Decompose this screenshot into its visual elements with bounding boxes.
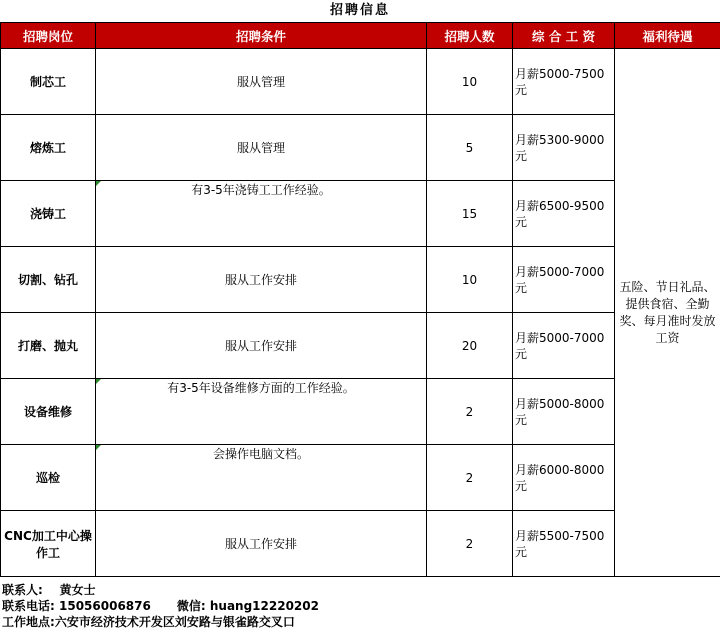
salary-cell: 月薪5300-9000元 [513, 115, 615, 181]
contact-person-row [2, 582, 319, 598]
contact-phone: 15056006876 [59, 599, 151, 613]
work-location-label: 工作地点: [2, 615, 55, 629]
header-count: 招聘人数 [427, 23, 513, 49]
position-cell: 浇铸工 [1, 181, 96, 247]
table-header-row [1, 23, 720, 49]
requirement-text: 会操作电脑文档。 [212, 447, 309, 461]
position-cell: 熔炼工 [1, 115, 96, 181]
header-salary: 综 合 工 资 [513, 23, 615, 49]
salary-cell: 月薪5500-7500元 [513, 511, 615, 577]
position-cell: CNC加工中心操作工 [1, 511, 96, 577]
wechat-label: 微信: [176, 599, 206, 613]
cell-marker-icon [96, 181, 101, 186]
wechat-id: huang12220202 [209, 599, 319, 613]
requirement-cell: 服从工作安排 [96, 313, 427, 379]
requirement-cell [96, 379, 427, 445]
position-cell: 巡检 [1, 445, 96, 511]
cell-marker-icon [96, 379, 101, 384]
count-cell: 2 [427, 511, 513, 577]
header-benefits: 福利待遇 [615, 23, 720, 49]
salary-cell: 月薪5000-7000元 [513, 313, 615, 379]
table-row [1, 379, 720, 445]
position-cell: 打磨、抛丸 [1, 313, 96, 379]
position-cell: 切割、钻孔 [1, 247, 96, 313]
benefits-cell: 五险、节日礼品、提供食宿、全勤奖、每月准时发放工资 [615, 49, 720, 577]
salary-cell: 月薪5000-7000元 [513, 247, 615, 313]
requirement-cell: 服从工作安排 [96, 247, 427, 313]
requirement-cell [96, 445, 427, 511]
table-row [1, 247, 720, 313]
salary-cell: 月薪5000-8000元 [513, 379, 615, 445]
count-cell: 15 [427, 181, 513, 247]
contact-phone-row [2, 598, 319, 614]
header-requirement: 招聘条件 [96, 23, 427, 49]
requirement-cell: 服从管理 [96, 49, 427, 115]
table-row [1, 181, 720, 247]
contact-phone-label: 联系电话: [2, 599, 55, 613]
requirement-cell [96, 181, 427, 247]
contact-person-label: 联系人: [2, 583, 43, 597]
count-cell: 10 [427, 49, 513, 115]
count-cell: 2 [427, 445, 513, 511]
count-cell: 5 [427, 115, 513, 181]
recruitment-table [0, 22, 720, 577]
table-row [1, 49, 720, 115]
salary-cell: 月薪6500-9500元 [513, 181, 615, 247]
salary-cell: 月薪6000-8000元 [513, 445, 615, 511]
requirement-cell: 服从工作安排 [96, 511, 427, 577]
work-location: 六安市经济技术开发区刘安路与银雀路交叉口 [54, 615, 295, 629]
table-row [1, 115, 720, 181]
cell-marker-icon [96, 445, 101, 450]
position-cell: 制芯工 [1, 49, 96, 115]
count-cell: 2 [427, 379, 513, 445]
position-cell: 设备维修 [1, 379, 96, 445]
contact-info [2, 582, 319, 630]
page-title: 招聘信息 [329, 3, 390, 18]
header-position: 招聘岗位 [1, 23, 96, 49]
requirement-text: 有3-5年浇铸工工作经验。 [191, 183, 331, 197]
table-row [1, 313, 720, 379]
table-row [1, 445, 720, 511]
contact-person: 黄女士 [59, 583, 96, 597]
work-location-row [2, 614, 319, 630]
count-cell: 20 [427, 313, 513, 379]
salary-cell: 月薪5000-7500元 [513, 49, 615, 115]
requirement-cell: 服从管理 [96, 115, 427, 181]
count-cell: 10 [427, 247, 513, 313]
table-row [1, 511, 720, 577]
requirement-text: 有3-5年设备维修方面的工作经验。 [167, 381, 355, 395]
